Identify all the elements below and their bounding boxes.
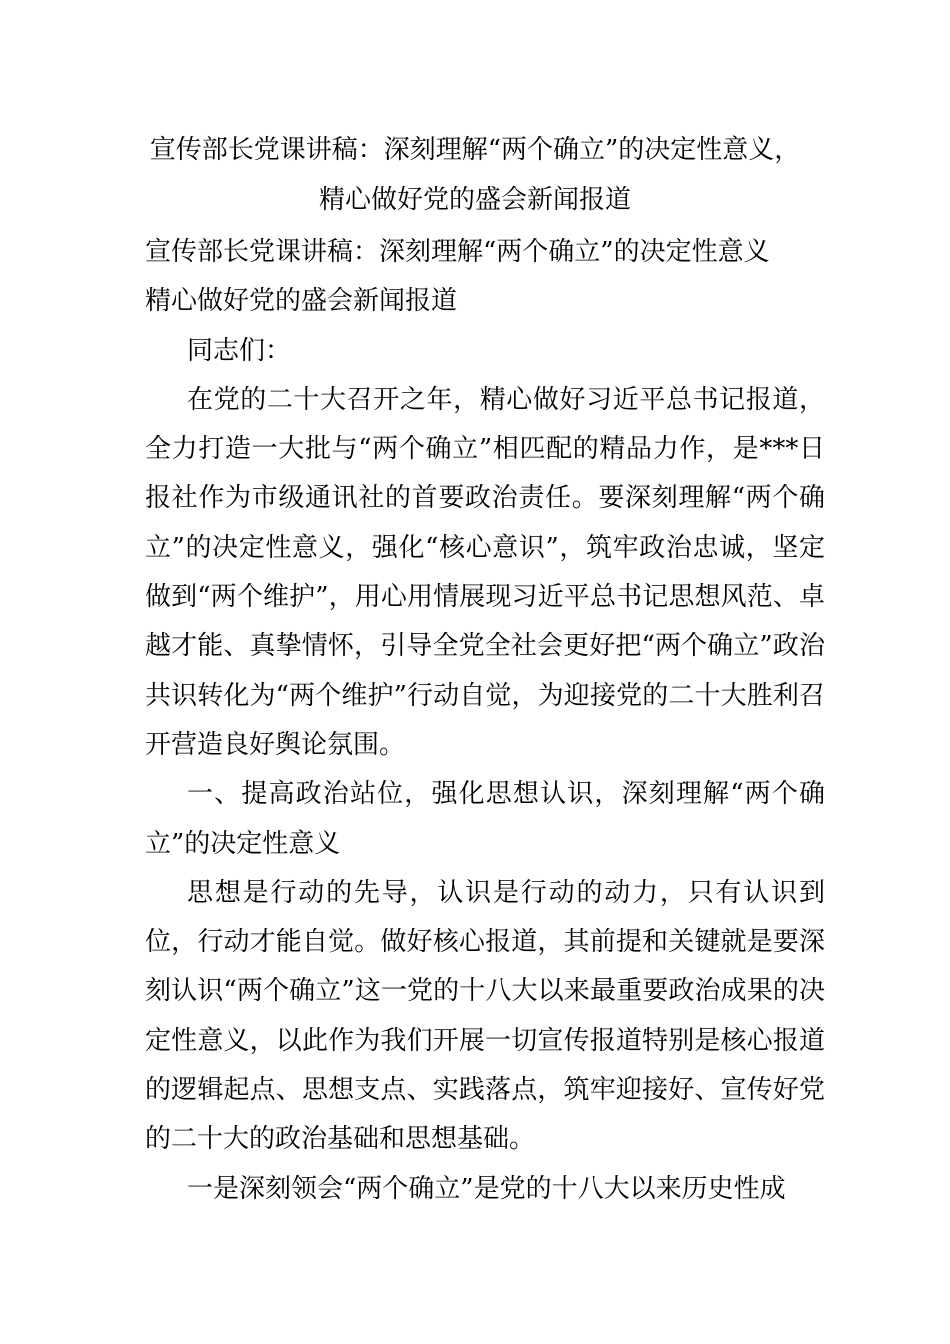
paragraph-intro: 在党的二十大召开之年，精心做好习近平总书记报道，全力打造一大批与“两个确立”相匹配的精品力作，是***日报社作为市级通讯社的首要政治责任。要深刻理解“两个确立”的决定性意义，强化“核心意识”，筑牢政治忠诚，坚定做到“两个维护”，用心用情展现习近平总书记思想风范、卓越才能、真挚情怀，引导全党全社会更好把“两个确立”政治共识转化为“两个维护”行动自觉，为迎接党的二十大胜利召开营造良好舆论氛围。 xyxy=(145,384,825,760)
paragraph-point-1: 一是深刻领会“两个确立”是党的十八大以来历史性成 xyxy=(187,1173,786,1204)
document-body xyxy=(145,228,825,1214)
document-title-line-2: 精心做好党的盛会新闻报道 xyxy=(318,185,631,215)
document-subtitle-line-1: 宣传部长党课讲稿：深刻理解“两个确立”的决定性意义 xyxy=(145,237,770,267)
greeting: 同志们： xyxy=(187,335,292,366)
paragraph-section-1: 思想是行动的先导，认识是行动的动力，只有认识到位，行动才能自觉。做好核心报道，其前提和关键就是要深刻认识“两个确立”这一党的十八大以来最重要政治成果的决定性意义，以此作为我们开展一切宣传报道特别是核心报道的逻辑起点、思想支点、实践落点，筑牢迎接好、宣传好党的二十大的政治基础和思想基础。 xyxy=(145,877,825,1155)
document-title-line-1: 宣传部长党课讲稿：深刻理解“两个确立”的决定性意义， xyxy=(149,135,801,165)
document-subtitle-line-2: 精心做好党的盛会新闻报道 xyxy=(145,286,458,317)
section-heading-1: 一、提高政治站位，强化思想认识，深刻理解“两个确立”的决定性意义 xyxy=(145,779,825,859)
